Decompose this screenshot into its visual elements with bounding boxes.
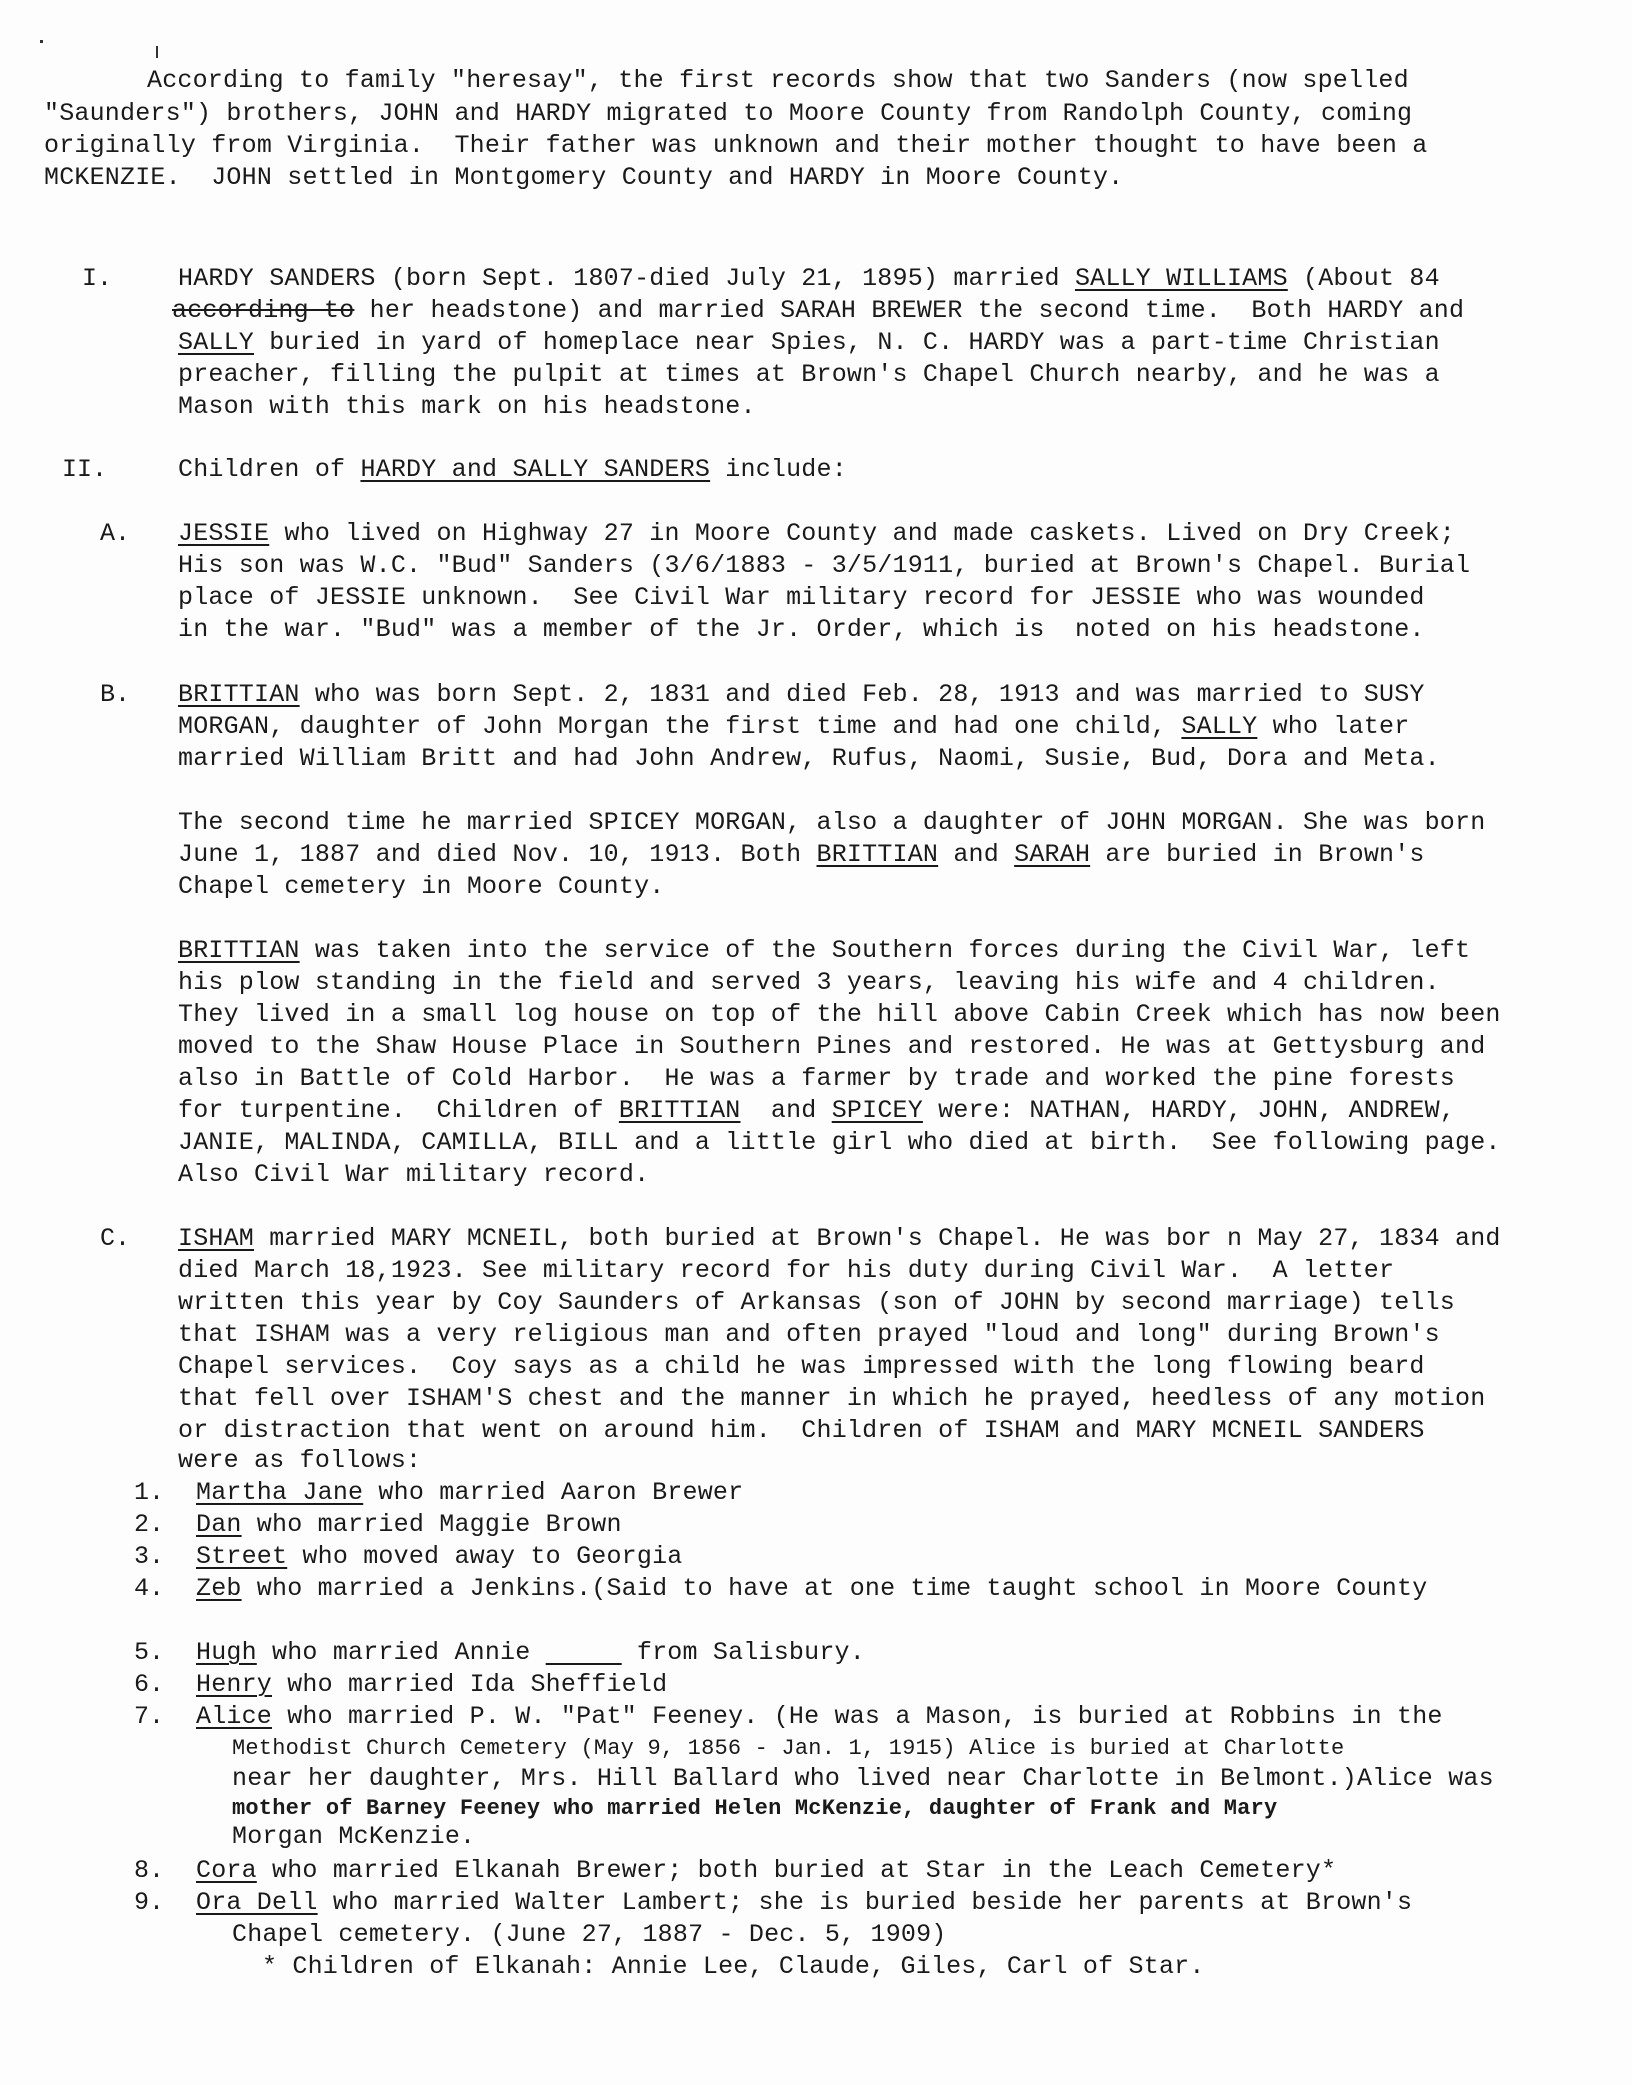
stray-mark: [156, 46, 158, 58]
text-line: his plow standing in the field and served 3 years, leaving his wife and 4 children.: [178, 968, 1440, 997]
list-item-continuation: Methodist Church Cemetery (May 9, 1856 - Jan. 1, 1915) Alice is buried at Charlotte: [232, 1736, 1345, 1761]
section-heading: Children of HARDY and SALLY SANDERS include:: [178, 455, 847, 484]
text-line: for turpentine. Children of BRITTIAN and SPICEY were: NATHAN, HARDY, JOHN, ANDREW,: [178, 1096, 1456, 1125]
text-line: according to her headstone) and married SARAH BREWER the second time. Both HARDY and: [172, 296, 1465, 325]
list-number: 7.: [134, 1702, 165, 1731]
text-line: HARDY SANDERS (born Sept. 1807-died July 21, 1895) married SALLY WILLIAMS (About 84: [178, 264, 1440, 293]
text-line: Chapel services. Coy says as a child he was impressed with the long flowing beard: [178, 1352, 1425, 1381]
text-line: preacher, filling the pulpit at times at Brown's Chapel Church nearby, and he was a: [178, 360, 1440, 389]
list-item-continuation: Chapel cemetery. (June 27, 1887 - Dec. 5, 1909): [232, 1920, 947, 1949]
list-number: 6.: [134, 1670, 165, 1699]
text-line: The second time he married SPICEY MORGAN, also a daughter of JOHN MORGAN. She was born: [178, 808, 1486, 837]
list-item: Dan who married Maggie Brown: [196, 1510, 622, 1539]
list-item-continuation: Morgan McKenzie.: [232, 1822, 476, 1851]
text-line: They lived in a small log house on top of the hill above Cabin Creek which has now been: [178, 1000, 1501, 1029]
list-number: 1.: [134, 1478, 165, 1507]
intro-line: "Saunders") brothers, JOHN and HARDY migrated to Moore County from Randolph County, coming: [44, 99, 1413, 128]
text-line: Mason with this mark on his headstone.: [178, 392, 756, 421]
list-item: Martha Jane who married Aaron Brewer: [196, 1478, 744, 1507]
section-marker: I.: [82, 264, 113, 293]
text-line: that ISHAM was a very religious man and often prayed "loud and long" during Brown's: [178, 1320, 1440, 1349]
list-item-continuation: mother of Barney Feeney who married Helen McKenzie, daughter of Frank and Mary: [232, 1796, 1278, 1821]
list-number: 8.: [134, 1856, 165, 1885]
text-line: BRITTIAN was taken into the service of the Southern forces during the Civil War, left: [178, 936, 1471, 965]
list-item: Zeb who married a Jenkins.(Said to have at one time taught school in Moore County: [196, 1574, 1428, 1603]
list-item: Henry who married Ida Sheffield: [196, 1670, 668, 1699]
section-marker: II.: [62, 455, 108, 484]
list-number: 9.: [134, 1888, 165, 1917]
item-marker: A.: [100, 519, 131, 548]
text-line: BRITTIAN who was born Sept. 2, 1831 and died Feb. 28, 1913 and was married to SUSY: [178, 680, 1425, 709]
list-item: Street who moved away to Georgia: [196, 1542, 683, 1571]
list-item: Alice who married P. W. "Pat" Feeney. (He was a Mason, is buried at Robbins in the: [196, 1702, 1443, 1731]
list-number: 3.: [134, 1542, 165, 1571]
list-item: Hugh who married Annie from Salisbury.: [196, 1638, 865, 1667]
text-line: MORGAN, daughter of John Morgan the first time and had one child, SALLY who later: [178, 712, 1410, 741]
text-line: married William Britt and had John Andrew, Rufus, Naomi, Susie, Bud, Dora and Meta.: [178, 744, 1440, 773]
text-line: Chapel cemetery in Moore County.: [178, 872, 665, 901]
text-line: died March 18,1923. See military record for his duty during Civil War. A letter: [178, 1256, 1395, 1285]
text-line: June 1, 1887 and died Nov. 10, 1913. Both BRITTIAN and SARAH are buried in Brown's: [178, 840, 1425, 869]
text-line: His son was W.C. "Bud" Sanders (3/6/1883 - 3/5/1911, buried at Brown's Chapel. Burial: [178, 551, 1471, 580]
list-item: Ora Dell who married Walter Lambert; she is buried beside her parents at Brown's: [196, 1888, 1413, 1917]
text-line: ISHAM married MARY MCNEIL, both buried at Brown's Chapel. He was bor n May 27, 1834 and: [178, 1224, 1501, 1253]
list-number: 2.: [134, 1510, 165, 1539]
text-line: Also Civil War military record.: [178, 1160, 650, 1189]
list-number: 5.: [134, 1638, 165, 1667]
text-line: JANIE, MALINDA, CAMILLA, BILL and a little girl who died at birth. See following page.: [178, 1128, 1501, 1157]
text-line: SALLY buried in yard of homeplace near Spies, N. C. HARDY was a part-time Christian: [178, 328, 1440, 357]
footnote: * Children of Elkanah: Annie Lee, Claude, Giles, Carl of Star.: [262, 1952, 1205, 1981]
text-line: that fell over ISHAM'S chest and the manner in which he prayed, heedless of any motion: [178, 1384, 1486, 1413]
item-marker: B.: [100, 680, 131, 709]
stray-mark: [40, 40, 43, 43]
text-line: were as follows:: [178, 1446, 422, 1475]
text-line: written this year by Coy Saunders of Arkansas (son of JOHN by second marriage) tells: [178, 1288, 1456, 1317]
text-line: JESSIE who lived on Highway 27 in Moore County and made caskets. Lived on Dry Creek;: [178, 519, 1456, 548]
text-line: in the war. "Bud" was a member of the Jr. Order, which is noted on his headstone.: [178, 615, 1425, 644]
intro-line: originally from Virginia. Their father was unknown and their mother thought to have been a: [44, 131, 1428, 160]
text-line: or distraction that went on around him. Children of ISHAM and MARY MCNEIL SANDERS: [178, 1416, 1425, 1445]
text-line: place of JESSIE unknown. See Civil War military record for JESSIE who was wounded: [178, 583, 1425, 612]
intro-line: According to family "heresay", the first records show that two Sanders (now spelled: [147, 66, 1409, 95]
list-item: Cora who married Elkanah Brewer; both buried at Star in the Leach Cemetery*: [196, 1856, 1337, 1885]
intro-line: MCKENZIE. JOHN settled in Montgomery County and HARDY in Moore County.: [44, 163, 1124, 192]
text-line: also in Battle of Cold Harbor. He was a farmer by trade and worked the pine forests: [178, 1064, 1456, 1093]
text-line: moved to the Shaw House Place in Southern Pines and restored. He was at Gettysburg and: [178, 1032, 1486, 1061]
item-marker: C.: [100, 1224, 131, 1253]
list-item-continuation: near her daughter, Mrs. Hill Ballard who lived near Charlotte in Belmont.)Alice was: [232, 1764, 1494, 1793]
list-number: 4.: [134, 1574, 165, 1603]
